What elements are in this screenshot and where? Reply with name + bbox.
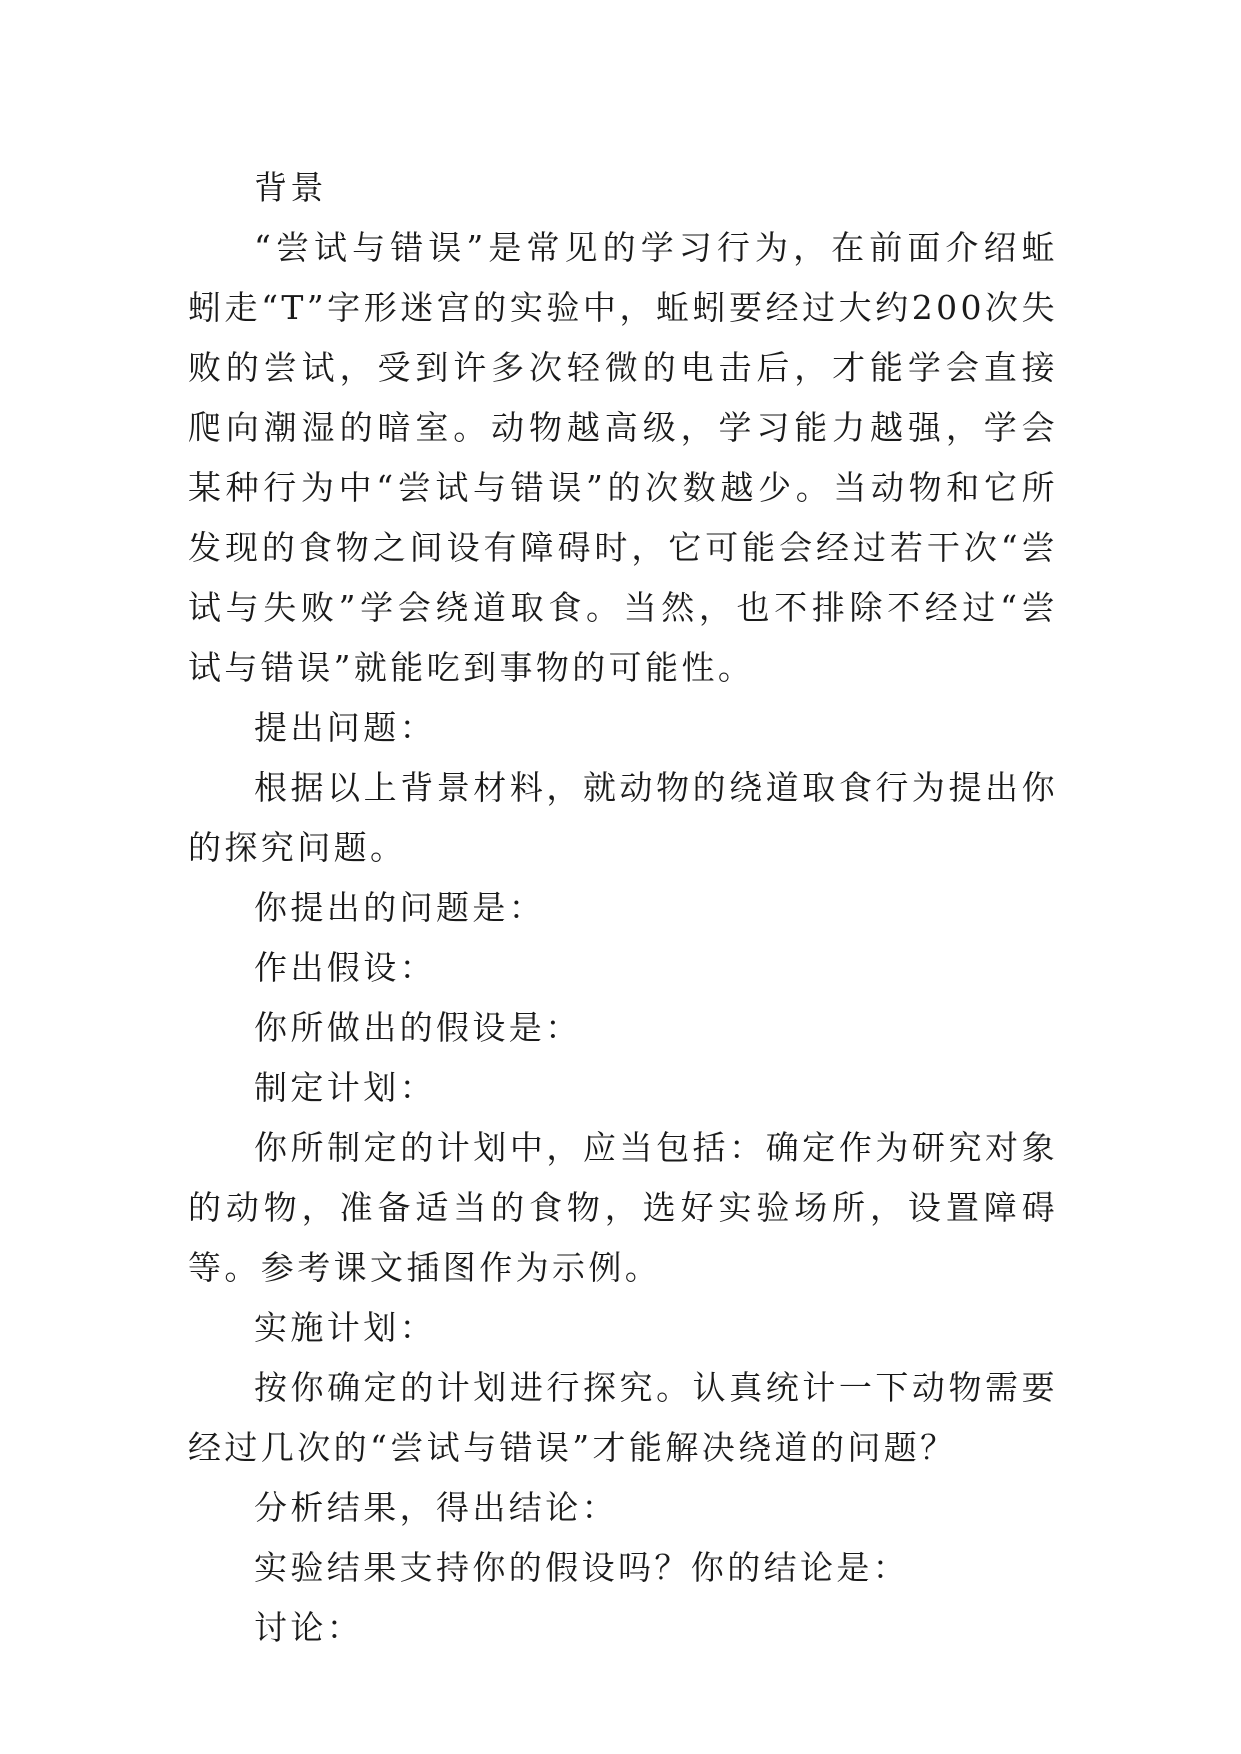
plan-instruction: 你所制定的计划中，应当包括：确定作为研究对象的动物，准备适当的食物，选好实验场所，设置障碍等。参考课文插图作为示例。	[188, 1128, 1058, 1287]
carry-out-instruction: 按你确定的计划进行探究。认真统计一下动物需要经过几次的“尝试与错误”才能解决绕道的问题？	[188, 1368, 1058, 1467]
heading-background: 背景	[254, 168, 327, 207]
heading-analyze-results: 分析结果，得出结论：	[254, 1488, 618, 1527]
document-page	[188, 158, 1058, 1658]
heading-ask-question: 提出问题：	[254, 708, 436, 747]
heading-make-plan: 制定计划：	[254, 1068, 436, 1107]
your-hypothesis-prompt: 你所做出的假设是：	[254, 1008, 582, 1047]
ask-question-instruction: 根据以上背景材料，就动物的绕道取食行为提出你的探究问题。	[188, 768, 1058, 867]
heading-discussion: 讨论：	[254, 1608, 364, 1647]
heading-carry-out-plan: 实施计划：	[254, 1308, 436, 1347]
your-question-prompt: 你提出的问题是：	[254, 888, 546, 927]
heading-hypothesis: 作出假设：	[254, 948, 436, 987]
conclusion-prompt: 实验结果支持你的假设吗？你的结论是：	[254, 1548, 910, 1587]
background-paragraph: “尝试与错误”是常见的学习行为，在前面介绍蚯蚓走“T”字形迷宫的实验中，蚯蚓要经过大约200次失败的尝试，受到许多次轻微的电击后，才能学会直接爬向潮湿的暗室。动物越高级，学习能力越强，学会某种行为中“尝试与错误”的次数越少。当动物和它所发现的食物之间设有障碍时，它可能会经过若干次“尝试与失败”学会绕道取食。当然，也不排除不经过“尝试与错误”就能吃到事物的可能性。	[188, 228, 1058, 687]
